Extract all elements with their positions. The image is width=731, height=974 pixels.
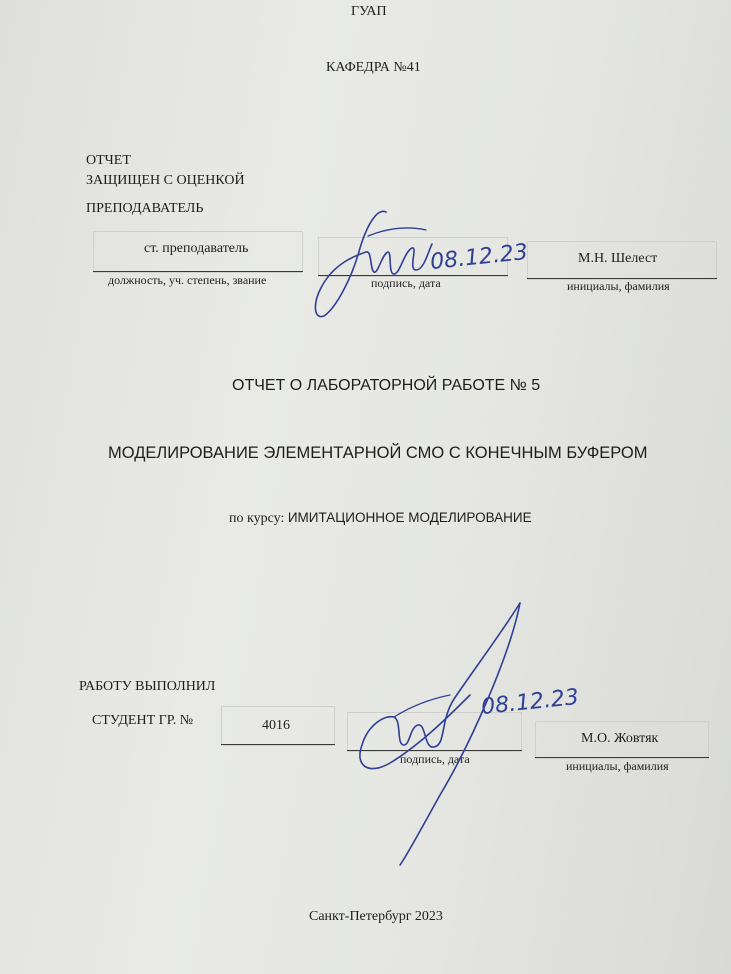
student-name-caption: инициалы, фамилия — [566, 759, 669, 773]
student-name-line — [535, 757, 709, 758]
university-name: ГУАП — [351, 4, 387, 19]
teacher-signature-caption: подпись, дата — [371, 276, 441, 290]
student-group-line — [221, 744, 335, 745]
teacher-position-line — [93, 271, 303, 272]
teacher-label: ПРЕПОДАВАТЕЛЬ — [86, 201, 204, 216]
report-title: ОТЧЕТ О ЛАБОРАТОРНОЙ РАБОТЕ № 5 — [232, 377, 541, 394]
student-group-number: 4016 — [262, 718, 290, 733]
report-topic: МОДЕЛИРОВАНИЕ ЭЛЕМЕНТАРНОЙ СМО С КОНЕЧНЫМ БУФЕРОМ — [108, 444, 648, 462]
teacher-signature-date: 08.12.23 — [428, 239, 530, 276]
approval-line-1: ОТЧЕТ — [86, 153, 131, 168]
teacher-name: М.Н. Шелест — [578, 251, 658, 266]
student-signature-date: 08.12.23 — [479, 684, 581, 721]
student-signature-caption: подпись, дата — [400, 752, 470, 766]
department-name: КАФЕДРА №41 — [326, 60, 421, 75]
teacher-name-caption: инициалы, фамилия — [567, 279, 670, 293]
city-year: Санкт-Петербург 2023 — [309, 909, 443, 924]
student-name: М.О. Жовтяк — [581, 731, 659, 746]
teacher-position: ст. преподаватель — [144, 241, 249, 256]
course-line — [229, 510, 532, 527]
course-name: ИМИТАЦИОННОЕ МОДЕЛИРОВАНИЕ — [287, 510, 532, 525]
approval-line-2: ЗАЩИЩЕН С ОЦЕНКОЙ — [86, 173, 245, 188]
teacher-signature — [308, 200, 448, 320]
course-prefix: по курсу: — [229, 511, 285, 526]
student-group-label: СТУДЕНТ ГР. № — [92, 713, 194, 728]
teacher-position-caption: должность, уч. степень, звание — [108, 273, 267, 287]
student-signature — [350, 595, 530, 875]
student-done-label: РАБОТУ ВЫПОЛНИЛ — [79, 679, 216, 694]
